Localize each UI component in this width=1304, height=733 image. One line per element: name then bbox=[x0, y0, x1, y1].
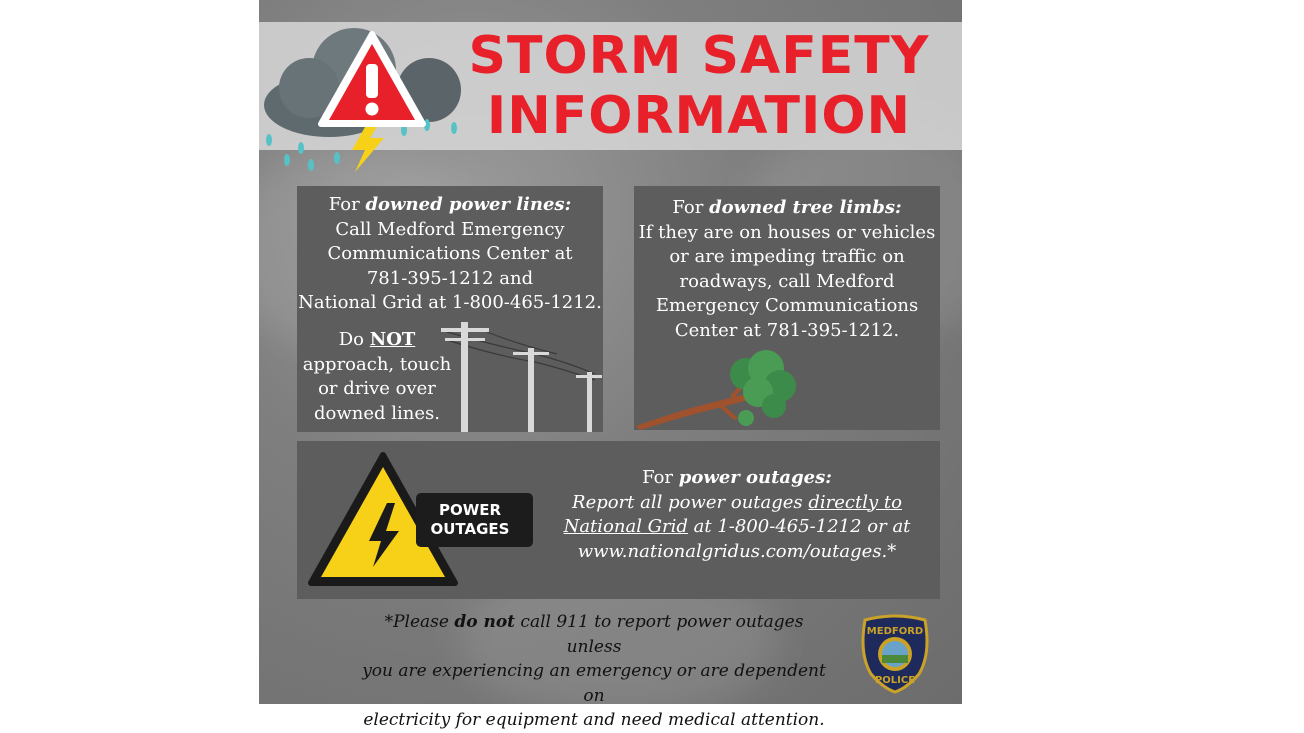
power-poles-icon bbox=[437, 316, 603, 432]
tree-limbs-text: or are impeding traffic on bbox=[669, 246, 905, 267]
power-outages-text: National Grid at 1-800-465-1212 or at bbox=[563, 516, 911, 537]
footer-line: you are experiencing an emergency or are dependent on bbox=[362, 661, 826, 706]
do-not-warning-text: approach, touch bbox=[302, 353, 452, 375]
footer-line: electricity for equipment and need medical attention. bbox=[363, 710, 825, 730]
power-outages-heading: For power outages: bbox=[642, 467, 832, 488]
power-outages-text: Report all power outages directly to bbox=[572, 491, 902, 513]
power-lines-text: Communications Center at bbox=[327, 243, 573, 264]
power-outages-sign bbox=[416, 493, 533, 547]
police-badge-icon bbox=[857, 614, 933, 694]
tree-limbs-heading: For downed tree limbs: bbox=[672, 197, 902, 218]
do-not-warning: Do NOT bbox=[338, 329, 416, 350]
national-grid-url: www.nationalgridus.com/outages.* bbox=[577, 540, 897, 562]
power-lines-panel bbox=[297, 186, 603, 432]
power-outages-panel bbox=[297, 441, 940, 599]
tree-limbs-text: Emergency Communications bbox=[655, 295, 919, 316]
title-line-1: STORM SAFETY bbox=[468, 26, 930, 86]
fallen-tree-icon bbox=[634, 346, 804, 430]
storm-safety-poster bbox=[259, 0, 962, 730]
tree-limbs-panel bbox=[634, 186, 940, 430]
badge-top-text: MEDFORD bbox=[866, 626, 924, 637]
do-not-warning-text: downed lines. bbox=[314, 402, 440, 424]
badge-bottom-text: POLICE bbox=[874, 675, 916, 686]
footer-line: *Please do not call 911 to report power outages unless bbox=[384, 612, 804, 657]
tree-limbs-text: roadways, call Medford bbox=[679, 270, 895, 292]
tree-limbs-text: If they are on houses or vehicles bbox=[638, 221, 936, 243]
title-line-2: INFORMATION bbox=[486, 86, 912, 146]
do-not-warning-text: or drive over bbox=[318, 378, 436, 399]
power-lines-heading: For downed power lines: bbox=[328, 194, 572, 215]
power-lines-text: Call Medford Emergency bbox=[335, 218, 565, 240]
power-outages-sign-line-1: POWER bbox=[438, 501, 502, 519]
tree-limbs-text: Center at 781-395-1212. bbox=[674, 319, 900, 341]
warning-triangle-icon bbox=[317, 30, 427, 128]
power-lines-text: National Grid at 1-800-465-1212. bbox=[298, 292, 602, 313]
power-lines-text: 781-395-1212 and bbox=[366, 267, 534, 289]
footer-note bbox=[359, 610, 829, 733]
power-outages-sign-line-2: OUTAGES bbox=[430, 520, 510, 538]
